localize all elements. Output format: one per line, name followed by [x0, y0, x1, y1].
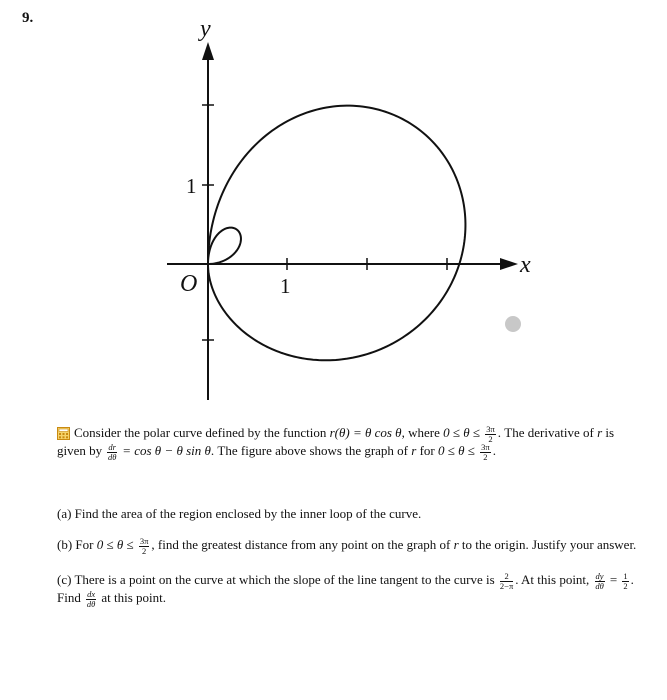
- derivative-expr: = cos θ − θ sin θ: [122, 443, 211, 458]
- intro-text: Consider the polar curve defined by the function: [74, 425, 327, 440]
- intro-text: , where: [401, 425, 440, 440]
- y-tick-label: 1: [186, 174, 197, 198]
- part-c-text: at this point.: [101, 590, 167, 605]
- part-c-line-2: [57, 589, 166, 609]
- fraction-denominator: 2: [142, 545, 147, 556]
- fraction-dy-dtheta: [595, 572, 605, 591]
- y-axis-arrow-icon: [202, 42, 214, 60]
- fraction-dx-dtheta: [86, 590, 96, 609]
- fraction-numerator: dy: [595, 570, 604, 581]
- fraction-3pi-over-2: [480, 443, 491, 462]
- intro-line-1: [57, 424, 614, 444]
- fraction-denominator: dθ: [595, 580, 604, 591]
- fraction-numerator: dr: [108, 441, 116, 452]
- fraction-3pi-over-2: [485, 425, 496, 444]
- gray-dot-marker: [505, 316, 521, 332]
- fraction-denominator: dθ: [86, 598, 96, 609]
- part-a: (a) Find the area of the region enclosed by the inner loop of the curve.: [57, 506, 422, 521]
- fraction-numerator: 3π: [486, 423, 495, 434]
- intro-text: . The figure above shows the graph of: [210, 443, 409, 458]
- fraction-numerator: dx: [87, 588, 96, 599]
- part-b-suffix: , find the greatest distance from any point on the graph of: [151, 537, 451, 552]
- intro-text: given by: [57, 443, 103, 458]
- equals-sign: =: [609, 572, 618, 587]
- fraction-one-half: [622, 572, 628, 591]
- r-symbol: r: [597, 425, 603, 440]
- part-c-text: .: [630, 572, 634, 587]
- part-b: [57, 536, 636, 556]
- intro-text: is: [605, 425, 615, 440]
- intro-text: for: [419, 443, 435, 458]
- r-symbol: r: [411, 443, 417, 458]
- fraction-numerator: 3π: [481, 441, 490, 452]
- fraction-numerator: 3π: [139, 535, 149, 546]
- part-b-prefix: (b) For: [57, 537, 94, 552]
- part-b-suffix-2: to the origin. Justify your answer.: [461, 537, 637, 552]
- part-c-text: . At this point,: [515, 572, 590, 587]
- domain-expr: 0 ≤ θ ≤: [438, 443, 475, 458]
- fraction-numerator: 1: [623, 570, 628, 581]
- fraction-denominator: 2: [623, 580, 628, 591]
- part-c-text: Find: [57, 590, 81, 605]
- intro-text: . The derivative of: [497, 425, 594, 440]
- question-number: 9.: [22, 10, 34, 26]
- r-function: r(θ) = θ cos θ: [329, 425, 402, 440]
- intro-line-2: given by $\frac{dr}{d\theta}$ = cos θ − θ sin θ. The figure above shows the graph of r for 0 ≤ θ ≤ $\frac{3\pi}{2}$ .: [57, 441, 496, 462]
- fraction-slope: [500, 572, 513, 591]
- fraction-denominator: 2−π: [499, 580, 514, 591]
- polar-curve: [208, 106, 465, 361]
- domain-expr: 0 ≤ θ ≤: [96, 537, 134, 552]
- part-c-text: (c) There is a point on the curve at which the slope of the line tangent to the curve is: [57, 572, 495, 587]
- x-axis-arrow-icon: [500, 258, 518, 270]
- fraction-denominator: 2: [488, 433, 493, 444]
- x-axis-label: x: [520, 252, 531, 278]
- domain-expr: 0 ≤ θ ≤: [443, 425, 480, 440]
- fraction-denominator: 2: [483, 451, 488, 462]
- fraction-dr-dtheta: [107, 443, 117, 462]
- fraction-numerator: 2: [500, 572, 513, 582]
- part-c-line-1: [57, 571, 634, 591]
- fraction-3pi-over-2: [139, 537, 150, 556]
- r-symbol: r: [453, 537, 459, 552]
- x-tick-label: 1: [280, 274, 291, 298]
- calculator-icon: [57, 427, 70, 440]
- y-axis-label: y: [200, 16, 211, 42]
- fraction-denominator: dθ: [107, 451, 117, 462]
- origin-label: O: [180, 271, 198, 297]
